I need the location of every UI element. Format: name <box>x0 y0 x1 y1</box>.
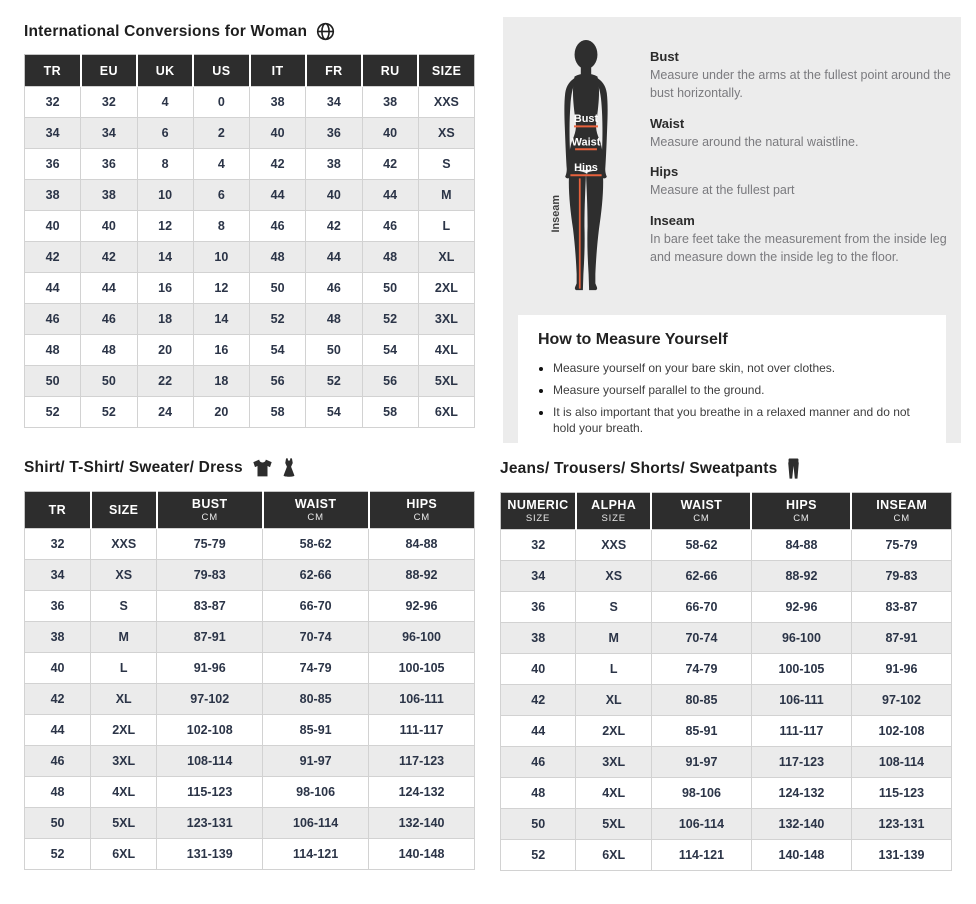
table-cell: 66-70 <box>263 591 369 622</box>
table-cell: 34 <box>25 118 81 149</box>
table-cell: 44 <box>25 715 91 746</box>
table-cell: 5XL <box>576 809 651 840</box>
table-row <box>501 778 952 809</box>
table-cell: 3XL <box>91 746 157 777</box>
table-row <box>25 622 475 653</box>
table-cell: 50 <box>362 273 418 304</box>
table-cell: 123-131 <box>851 809 951 840</box>
table-cell: 5XL <box>418 366 474 397</box>
table-cell: 8 <box>193 211 249 242</box>
table-cell: 140-148 <box>751 840 851 871</box>
tops-size-table <box>24 491 475 870</box>
table-row <box>25 242 475 273</box>
table-cell: 70-74 <box>651 623 751 654</box>
table-cell: 131-139 <box>851 840 951 871</box>
table-cell: 52 <box>306 366 362 397</box>
table-cell: 114-121 <box>263 839 369 870</box>
table-cell: XXS <box>91 529 157 560</box>
measurement-item-label: Inseam <box>650 213 695 228</box>
table-row <box>25 839 475 870</box>
table-cell: XS <box>91 560 157 591</box>
table-row <box>25 591 475 622</box>
table-cell: 88-92 <box>369 560 475 591</box>
column-header: TR <box>25 492 91 529</box>
table-cell: 46 <box>250 211 306 242</box>
table-cell: 124-132 <box>751 778 851 809</box>
table-row <box>501 809 952 840</box>
table-cell: 38 <box>250 87 306 118</box>
table-cell: 48 <box>25 777 91 808</box>
measurement-item-label: Hips <box>650 164 679 180</box>
table-cell: 48 <box>362 242 418 273</box>
table-cell: 92-96 <box>369 591 475 622</box>
table-cell: XS <box>576 561 651 592</box>
table-cell: 87-91 <box>157 622 263 653</box>
table-cell: 92-96 <box>751 592 851 623</box>
table-cell: 97-102 <box>851 685 951 716</box>
table-cell: 50 <box>250 273 306 304</box>
table-cell: 52 <box>25 839 91 870</box>
table-cell: 12 <box>193 273 249 304</box>
table-cell: XXS <box>576 530 651 561</box>
tshirt-icon <box>252 458 273 478</box>
table-cell: 2XL <box>418 273 474 304</box>
table-cell: 140-148 <box>369 839 475 870</box>
table-cell: L <box>576 654 651 685</box>
how-to-bullet-list <box>538 360 926 437</box>
measurement-definitions <box>650 49 952 280</box>
table-cell: 98-106 <box>263 777 369 808</box>
table-cell: 56 <box>362 366 418 397</box>
table-cell: 8 <box>137 149 193 180</box>
bottoms-size-section <box>500 458 952 871</box>
measurement-item-text: Measure around the natural waistline. <box>650 134 859 149</box>
table-cell: 4 <box>193 149 249 180</box>
table-cell: 106-114 <box>651 809 751 840</box>
table-cell: 18 <box>137 304 193 335</box>
column-header: ALPHA SIZE <box>576 493 651 530</box>
dress-icon <box>282 458 296 478</box>
intl-title-text: International Conversions for Woman <box>24 22 308 40</box>
table-cell: 3XL <box>418 304 474 335</box>
column-header: RU <box>362 55 418 87</box>
table-cell: 115-123 <box>851 778 951 809</box>
table-cell: 4XL <box>91 777 157 808</box>
table-cell: 117-123 <box>369 746 475 777</box>
table-cell: 62-66 <box>651 561 751 592</box>
table-row <box>501 716 952 747</box>
table-row <box>25 211 475 242</box>
table-cell: 42 <box>501 685 576 716</box>
table-cell: 56 <box>250 366 306 397</box>
column-header: TR <box>25 55 81 87</box>
table-cell: M <box>418 180 474 211</box>
woman-body-figure <box>543 39 629 299</box>
table-cell: 6XL <box>576 840 651 871</box>
table-cell: 84-88 <box>369 529 475 560</box>
table-cell: 46 <box>25 746 91 777</box>
table-cell: 50 <box>81 366 137 397</box>
table-cell: 66-70 <box>651 592 751 623</box>
table-cell: 48 <box>250 242 306 273</box>
table-cell: 42 <box>306 211 362 242</box>
column-header: SIZE <box>418 55 474 87</box>
table-cell: 106-111 <box>751 685 851 716</box>
table-cell: 38 <box>362 87 418 118</box>
column-header: FR <box>306 55 362 87</box>
table-cell: 75-79 <box>851 530 951 561</box>
measurement-item-text: In bare feet take the measurement from the inside leg and measure down the inside leg to the floor. <box>650 232 947 264</box>
table-cell: 38 <box>25 622 91 653</box>
table-cell: 44 <box>81 273 137 304</box>
table-cell: 100-105 <box>369 653 475 684</box>
table-cell: 40 <box>362 118 418 149</box>
table-cell: 85-91 <box>651 716 751 747</box>
table-cell: 58-62 <box>651 530 751 561</box>
table-row <box>25 366 475 397</box>
table-cell: 50 <box>501 809 576 840</box>
table-cell: 32 <box>81 87 137 118</box>
table-cell: 114-121 <box>651 840 751 871</box>
figure-bust-label: Bust <box>573 113 599 126</box>
measurement-item-label: Bust <box>650 49 679 64</box>
table-cell: 96-100 <box>369 622 475 653</box>
table-cell: 6XL <box>91 839 157 870</box>
table-cell: 131-139 <box>157 839 263 870</box>
table-cell: 96-100 <box>751 623 851 654</box>
table-cell: 54 <box>306 397 362 428</box>
tops-size-section <box>24 458 475 870</box>
table-cell: 18 <box>193 366 249 397</box>
table-cell: 40 <box>306 180 362 211</box>
table-cell: L <box>91 653 157 684</box>
table-row <box>25 653 475 684</box>
table-cell: 3XL <box>576 747 651 778</box>
table-cell: 40 <box>81 211 137 242</box>
column-header: NUMERIC SIZE <box>501 493 576 530</box>
table-cell: 46 <box>362 211 418 242</box>
table-cell: 10 <box>137 180 193 211</box>
table-cell: 80-85 <box>651 685 751 716</box>
table-cell: 87-91 <box>851 623 951 654</box>
table-cell: 48 <box>81 335 137 366</box>
measurement-item-text: Measure under the arms at the fullest point around the bust horizontally. <box>650 68 951 100</box>
table-cell: 22 <box>137 366 193 397</box>
table-row <box>25 529 475 560</box>
table-cell: M <box>91 622 157 653</box>
table-cell: 16 <box>193 335 249 366</box>
measurement-item-text: Measure at the fullest part <box>650 183 795 198</box>
table-cell: 62-66 <box>263 560 369 591</box>
bullet-item: • It is also important that you breathe in a relaxed manner and do not hold your breath. <box>553 404 926 438</box>
table-cell: 83-87 <box>157 591 263 622</box>
bottoms-title-text: Jeans/ Trousers/ Shorts/ Sweatpants <box>500 459 778 477</box>
table-cell: 46 <box>501 747 576 778</box>
table-cell: 108-114 <box>157 746 263 777</box>
column-header: UK <box>137 55 193 87</box>
table-cell: 52 <box>25 397 81 428</box>
table-row <box>25 87 475 118</box>
table-cell: 46 <box>81 304 137 335</box>
table-row <box>25 304 475 335</box>
table-cell: 40 <box>25 653 91 684</box>
table-cell: 34 <box>81 118 137 149</box>
table-cell: 44 <box>501 716 576 747</box>
table-cell: 10 <box>193 242 249 273</box>
table-cell: 32 <box>25 529 91 560</box>
how-to-measure-box <box>518 315 946 458</box>
intl-conversions-section <box>24 22 475 428</box>
table-header-row <box>501 493 952 530</box>
table-cell: 12 <box>137 211 193 242</box>
table-cell: 20 <box>193 397 249 428</box>
measurement-item <box>650 49 952 103</box>
bullet-item: • Measure yourself on your bare skin, not over clothes. <box>553 360 926 377</box>
table-row <box>501 592 952 623</box>
table-cell: 46 <box>306 273 362 304</box>
table-cell: 117-123 <box>751 747 851 778</box>
measurement-item <box>650 116 952 152</box>
figure-hips-label: Hips <box>574 162 598 175</box>
table-cell: 88-92 <box>751 561 851 592</box>
table-cell: 54 <box>250 335 306 366</box>
column-header: HIPS CM <box>751 493 851 530</box>
table-cell: 52 <box>81 397 137 428</box>
bottoms-size-table <box>500 492 952 871</box>
table-cell: S <box>418 149 474 180</box>
table-cell: L <box>418 211 474 242</box>
trousers-icon <box>787 458 800 479</box>
table-cell: 79-83 <box>851 561 951 592</box>
table-cell: 79-83 <box>157 560 263 591</box>
table-cell: 38 <box>25 180 81 211</box>
table-cell: XL <box>576 685 651 716</box>
table-cell: 34 <box>306 87 362 118</box>
table-cell: 36 <box>25 149 81 180</box>
column-header: WAIST CM <box>651 493 751 530</box>
table-cell: 44 <box>25 273 81 304</box>
table-cell: 102-108 <box>851 716 951 747</box>
table-cell: 111-117 <box>369 715 475 746</box>
table-row <box>25 335 475 366</box>
table-row <box>25 118 475 149</box>
table-cell: 32 <box>25 87 81 118</box>
table-header-row <box>25 55 475 87</box>
table-cell: 40 <box>250 118 306 149</box>
table-cell: 2 <box>193 118 249 149</box>
table-cell: 91-96 <box>851 654 951 685</box>
table-cell: 46 <box>25 304 81 335</box>
column-header: WAIST CM <box>263 492 369 529</box>
table-row <box>25 746 475 777</box>
column-header: HIPS CM <box>369 492 475 529</box>
table-cell: 16 <box>137 273 193 304</box>
table-row <box>501 840 952 871</box>
table-cell: 52 <box>501 840 576 871</box>
table-cell: 42 <box>25 242 81 273</box>
figure-left-leg <box>569 169 586 290</box>
table-cell: 58 <box>362 397 418 428</box>
table-cell: 84-88 <box>751 530 851 561</box>
column-header: IT <box>250 55 306 87</box>
table-row <box>25 808 475 839</box>
table-cell: 36 <box>306 118 362 149</box>
table-cell: 85-91 <box>263 715 369 746</box>
column-header: SIZE <box>91 492 157 529</box>
table-cell: 48 <box>25 335 81 366</box>
table-cell: 123-131 <box>157 808 263 839</box>
table-cell: 44 <box>306 242 362 273</box>
bullet-item: • Measure yourself parallel to the ground. <box>553 382 926 399</box>
table-cell: 14 <box>137 242 193 273</box>
table-cell: 80-85 <box>263 684 369 715</box>
tops-title-text: Shirt/ T-Shirt/ Sweater/ Dress <box>24 459 243 476</box>
table-cell: 91-96 <box>157 653 263 684</box>
table-cell: 74-79 <box>651 654 751 685</box>
table-cell: XL <box>418 242 474 273</box>
how-to-title: How to Measure Yourself <box>538 331 728 348</box>
table-cell: 42 <box>362 149 418 180</box>
table-cell: 115-123 <box>157 777 263 808</box>
table-row <box>25 715 475 746</box>
table-cell: 20 <box>137 335 193 366</box>
table-cell: 40 <box>501 654 576 685</box>
column-header: BUST CM <box>157 492 263 529</box>
table-cell: 38 <box>501 623 576 654</box>
table-cell: 97-102 <box>157 684 263 715</box>
column-header: US <box>193 55 249 87</box>
table-cell: 42 <box>250 149 306 180</box>
table-cell: 58-62 <box>263 529 369 560</box>
figure-inseam-label: Inseam <box>549 194 562 233</box>
table-cell: 48 <box>501 778 576 809</box>
table-cell: 106-114 <box>263 808 369 839</box>
figure-waist-label: Waist <box>571 136 601 149</box>
table-cell: 58 <box>250 397 306 428</box>
table-row <box>25 180 475 211</box>
table-row <box>501 685 952 716</box>
table-cell: XL <box>91 684 157 715</box>
table-row <box>501 654 952 685</box>
table-cell: M <box>576 623 651 654</box>
table-cell: 6XL <box>418 397 474 428</box>
table-cell: 36 <box>25 591 91 622</box>
table-cell: 70-74 <box>263 622 369 653</box>
table-cell: 24 <box>137 397 193 428</box>
table-cell: 54 <box>362 335 418 366</box>
table-cell: 124-132 <box>369 777 475 808</box>
table-cell: 4 <box>137 87 193 118</box>
table-cell: 50 <box>25 366 81 397</box>
table-cell: 36 <box>81 149 137 180</box>
table-cell: 52 <box>362 304 418 335</box>
table-cell: 4XL <box>576 778 651 809</box>
column-header: EU <box>81 55 137 87</box>
table-row <box>25 273 475 304</box>
table-cell: 102-108 <box>157 715 263 746</box>
measurement-item <box>650 213 952 267</box>
table-cell: 83-87 <box>851 592 951 623</box>
table-cell: 2XL <box>576 716 651 747</box>
table-cell: 6 <box>193 180 249 211</box>
measurement-item <box>650 164 952 200</box>
table-cell: 108-114 <box>851 747 951 778</box>
table-cell: 44 <box>250 180 306 211</box>
table-row <box>25 777 475 808</box>
table-cell: 106-111 <box>369 684 475 715</box>
table-cell: 42 <box>25 684 91 715</box>
table-cell: 132-140 <box>369 808 475 839</box>
column-header: INSEAM CM <box>851 493 951 530</box>
intl-conversions-table <box>24 54 475 428</box>
table-cell: S <box>91 591 157 622</box>
table-cell: 14 <box>193 304 249 335</box>
table-cell: 132-140 <box>751 809 851 840</box>
table-cell: 52 <box>250 304 306 335</box>
table-row <box>501 561 952 592</box>
table-cell: XXS <box>418 87 474 118</box>
table-cell: 2XL <box>91 715 157 746</box>
table-cell: 44 <box>362 180 418 211</box>
table-cell: 6 <box>137 118 193 149</box>
intl-section-title <box>24 22 475 41</box>
table-row <box>25 684 475 715</box>
table-cell: S <box>576 592 651 623</box>
table-row <box>25 560 475 591</box>
table-cell: 75-79 <box>157 529 263 560</box>
figure-neck <box>581 64 591 75</box>
table-row <box>501 747 952 778</box>
table-cell: 111-117 <box>751 716 851 747</box>
bottoms-section-title <box>500 458 952 479</box>
measurement-item-label: Waist <box>650 115 685 131</box>
table-row <box>501 530 952 561</box>
table-cell: 36 <box>501 592 576 623</box>
table-cell: 38 <box>81 180 137 211</box>
table-row <box>25 397 475 428</box>
table-header-row <box>25 492 475 529</box>
table-row <box>501 623 952 654</box>
table-cell: 50 <box>306 335 362 366</box>
table-cell: 50 <box>25 808 91 839</box>
table-cell: 91-97 <box>651 747 751 778</box>
table-cell: 98-106 <box>651 778 751 809</box>
table-cell: 100-105 <box>751 654 851 685</box>
table-cell: 0 <box>193 87 249 118</box>
table-cell: 34 <box>25 560 91 591</box>
globe-icon <box>316 22 335 41</box>
table-cell: 42 <box>81 242 137 273</box>
table-cell: 34 <box>501 561 576 592</box>
table-cell: 4XL <box>418 335 474 366</box>
table-cell: XS <box>418 118 474 149</box>
table-cell: 38 <box>306 149 362 180</box>
table-row <box>25 149 475 180</box>
table-cell: 40 <box>25 211 81 242</box>
table-cell: 32 <box>501 530 576 561</box>
tops-section-title <box>24 458 475 478</box>
measure-guide-panel <box>503 17 961 443</box>
table-cell: 74-79 <box>263 653 369 684</box>
table-cell: 5XL <box>91 808 157 839</box>
figure-right-leg <box>586 169 603 290</box>
table-cell: 91-97 <box>263 746 369 777</box>
table-cell: 48 <box>306 304 362 335</box>
